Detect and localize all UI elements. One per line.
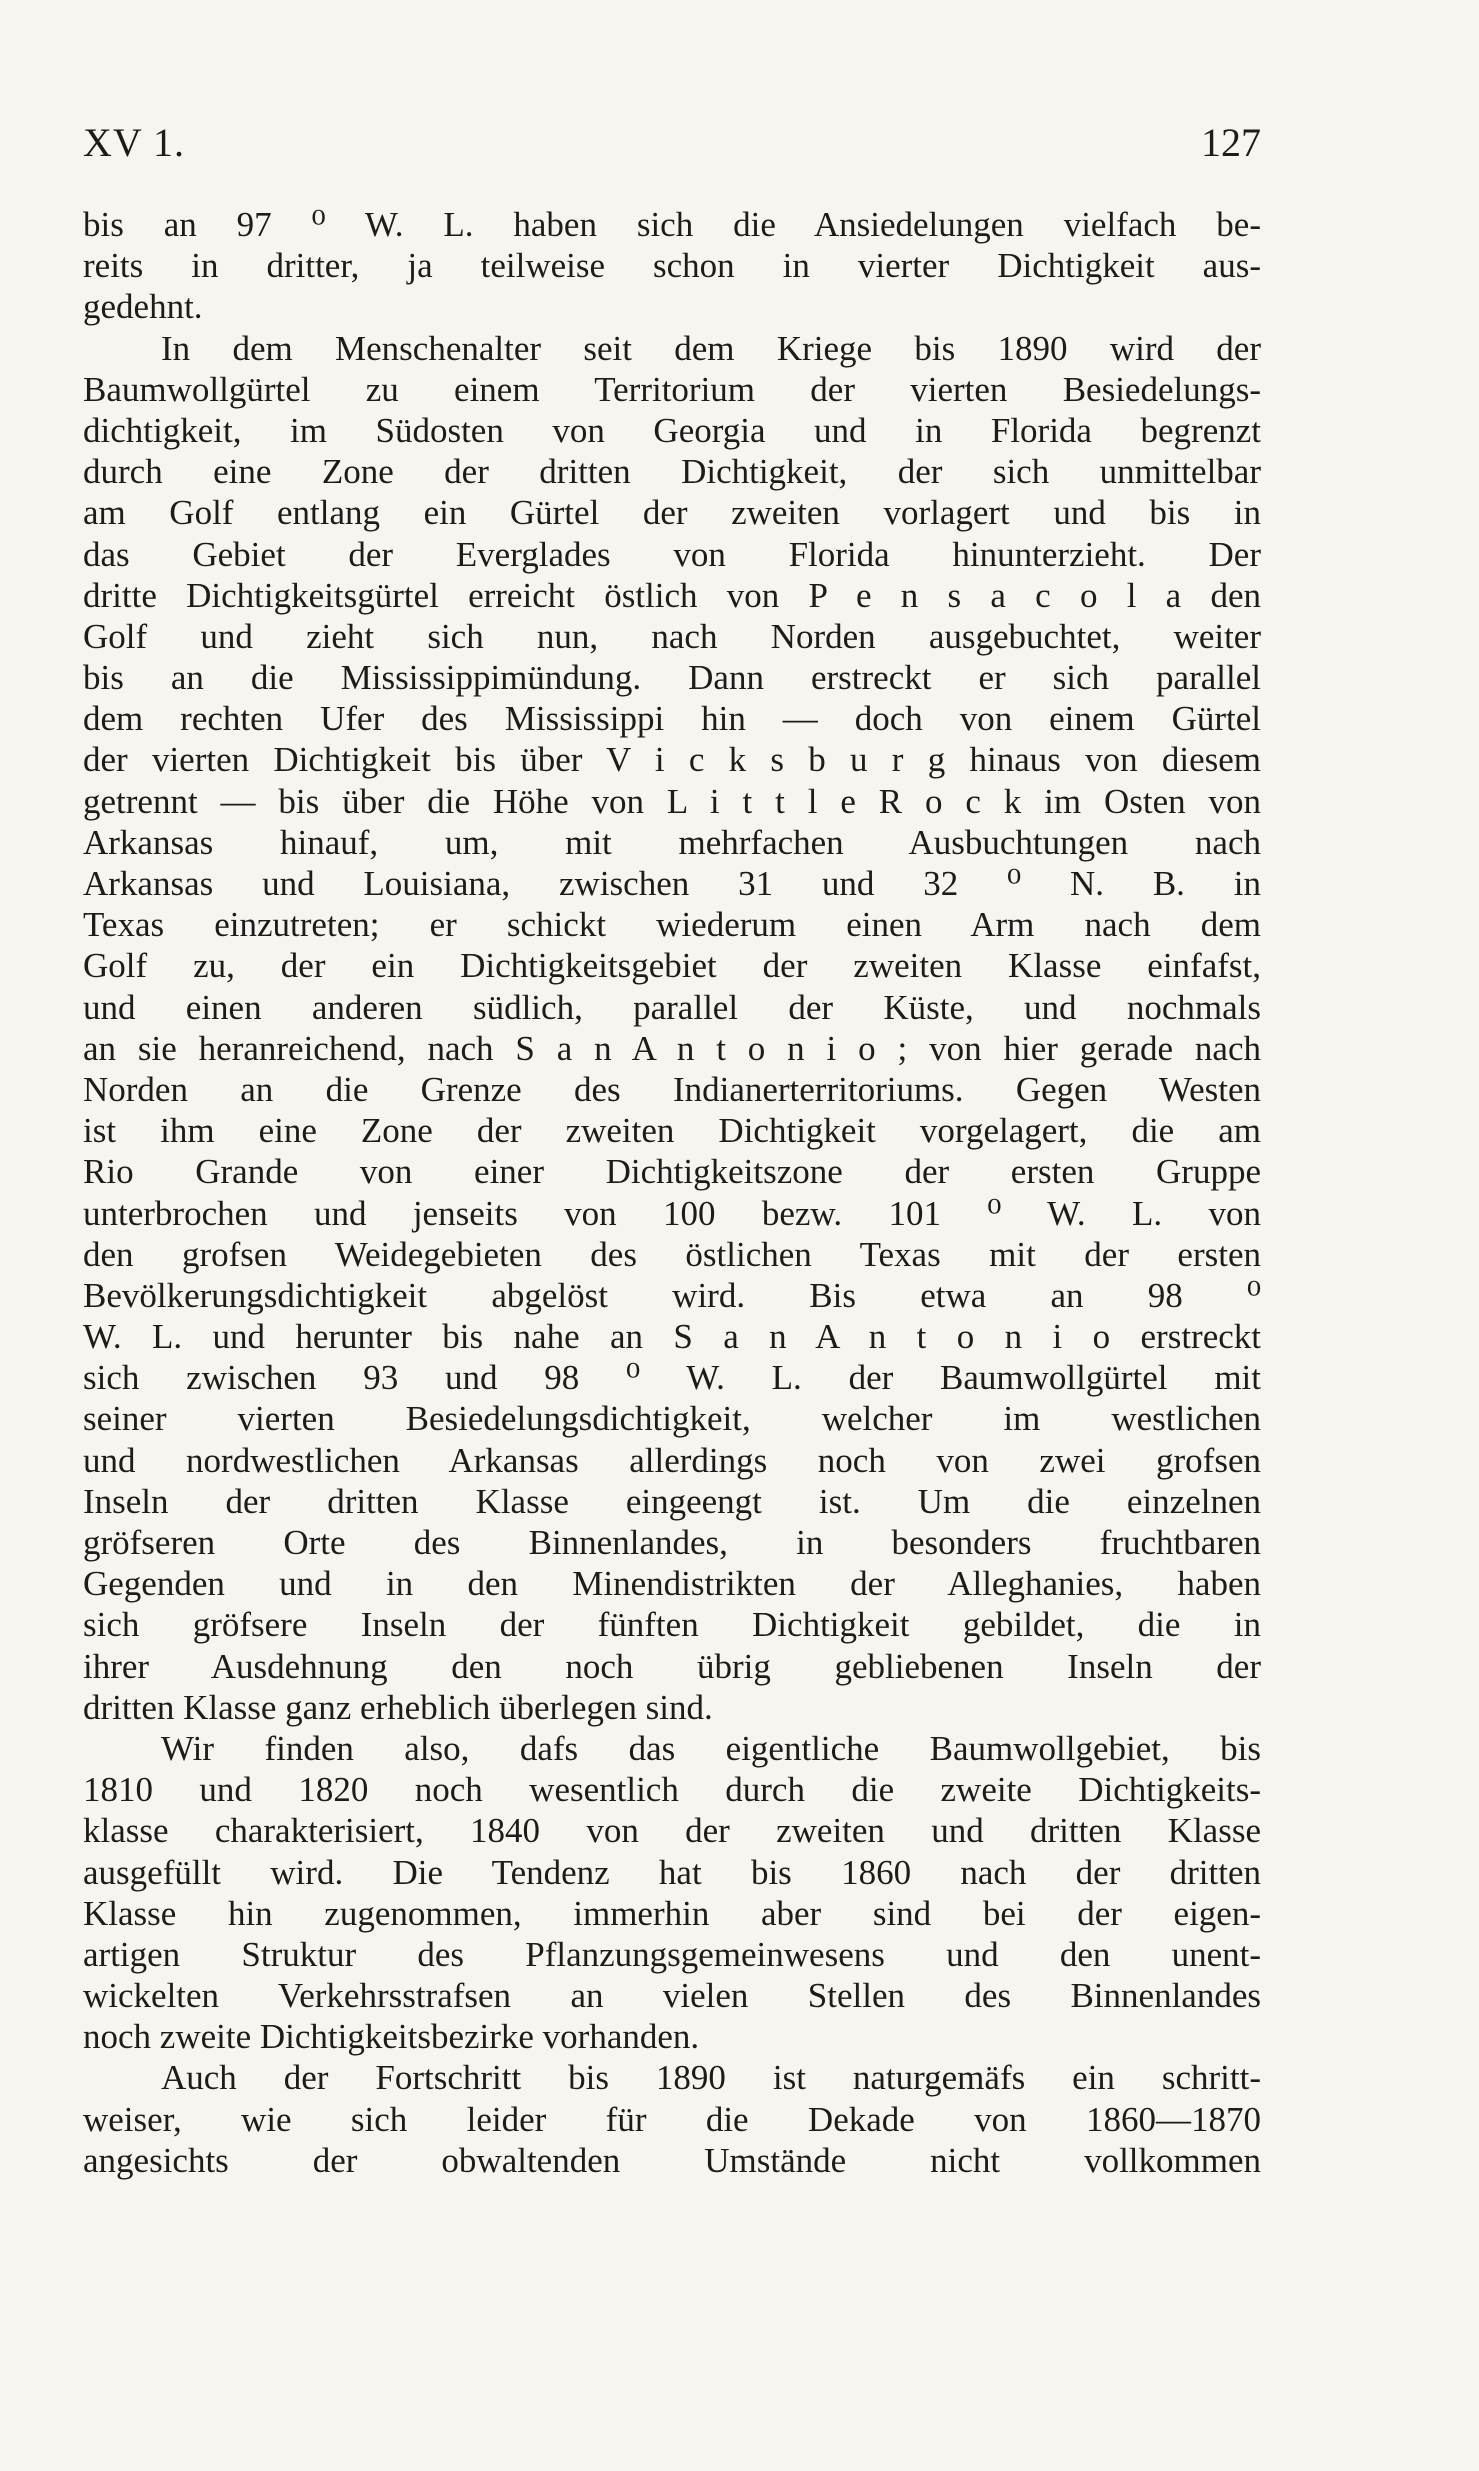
text-line: der vierten Dichtigkeit bis über V i c k s b u r g hinaus von diesem [83, 740, 1261, 780]
text-line: am Golf entlang ein Gürtel der zweiten vorlagert und bis in [83, 493, 1261, 533]
text-line: durch eine Zone der dritten Dichtigkeit, der sich unmittelbar [83, 452, 1261, 492]
text-line: ihrer Ausdehnung den noch übrig gebliebenen Inseln der [83, 1646, 1261, 1686]
text-line: noch zweite Dichtigkeitsbezirke vorhanden. [83, 2017, 700, 2057]
text-line: gedehnt. [83, 287, 203, 327]
text-line: In dem Menschenalter seit dem Kriege bis 1890 wird der [161, 328, 1261, 368]
text-line: ist ihm eine Zone der zweiten Dichtigkeit vorgelagert, die am [83, 1111, 1261, 1151]
text-line: und einen anderen südlich, parallel der Küste, und nochmals [83, 987, 1261, 1027]
text-line: Arkansas und Louisiana, zwischen 31 und 32 ⁰ N. B. in [83, 864, 1261, 903]
text-line: seiner vierten Besiedelungsdichtigkeit, welcher im westlichen [83, 1399, 1261, 1439]
text-line: sich zwischen 93 und 98 ⁰ W. L. der Baumwollgürtel mit [83, 1358, 1261, 1398]
text-line: dritten Klasse ganz erheblich überlegen sind. [83, 1687, 713, 1727]
text-line: Gegenden und in den Minendistrikten der Alleghanies, haben [83, 1564, 1261, 1604]
text-line: sich gröfsere Inseln der fünften Dichtigkeit gebildet, die in [83, 1605, 1261, 1645]
text-line: artigen Struktur des Pflanzungsgemeinwesens und den unent- [83, 1934, 1261, 1974]
text-line: getrennt — bis über die Höhe von L i t t l e R o c k im Osten von [83, 781, 1261, 821]
text-line: W. L. und herunter bis nahe an S a n A n t o n i o erstreckt [83, 1317, 1261, 1357]
text-line: Wir finden also, dafs das eigentliche Baumwollgebiet, bis [161, 1728, 1261, 1768]
text-line: bis an 97 ⁰ W. L. haben sich die Ansiedelungen vielfach be- [83, 205, 1261, 244]
text-line: das Gebiet der Everglades von Florida hinunterzieht. Der [83, 534, 1261, 574]
text-line: Golf und zieht sich nun, nach Norden ausgebuchtet, weiter [83, 616, 1261, 656]
text-line: Arkansas hinauf, um, mit mehrfachen Ausbuchtungen nach [83, 822, 1261, 862]
text-line: Texas einzutreten; er schickt wiederum einen Arm nach dem [83, 905, 1261, 945]
section-label: XV 1. [83, 120, 186, 165]
page-header [83, 118, 1261, 178]
text-line: dichtigkeit, im Südosten von Georgia und in Florida begrenzt [83, 410, 1261, 450]
text-line: Golf zu, der ein Dichtigkeitsgebiet der zweiten Klasse einfafst, [83, 946, 1261, 986]
text-line: Auch der Fortschritt bis 1890 ist naturgemäfs ein schritt- [161, 2058, 1261, 2098]
text-line: Baumwollgürtel zu einem Territorium der vierten Besiedelungs- [83, 369, 1261, 409]
text-line: Inseln der dritten Klasse eingeengt ist. Um die einzelnen [83, 1481, 1261, 1521]
text-line: gröfseren Orte des Binnenlandes, in besonders fruchtbaren [83, 1523, 1261, 1562]
text-line: angesichts der obwaltenden Umstände nicht vollkommen [83, 2140, 1261, 2180]
text-line: unterbrochen und jenseits von 100 bezw. 101 ⁰ W. L. von [83, 1193, 1261, 1233]
text-line: weiser, wie sich leider für die Dekade von 1860—1870 [83, 2099, 1261, 2139]
text-line: reits in dritter, ja teilweise schon in vierter Dichtigkeit aus- [83, 246, 1261, 286]
text-line: dem rechten Ufer des Mississippi hin — doch von einem Gürtel [83, 699, 1261, 739]
text-line: 1810 und 1820 noch wesentlich durch die zweite Dichtigkeits- [83, 1770, 1261, 1810]
text-line: den grofsen Weidegebieten des östlichen Texas mit der ersten [83, 1234, 1261, 1274]
text-line: Rio Grande von einer Dichtigkeitszone der ersten Gruppe [83, 1152, 1261, 1192]
text-line: Norden an die Grenze des Indianerterritoriums. Gegen Westen [83, 1069, 1261, 1109]
text-line: wickelten Verkehrsstrafsen an vielen Stellen des Binnenlandes [83, 1976, 1261, 2016]
page-number: 127 [1201, 120, 1261, 165]
text-line: Bevölkerungsdichtigkeit abgelöst wird. Bis etwa an 98 ⁰ [83, 1275, 1261, 1315]
text-line: und nordwestlichen Arkansas allerdings noch von zwei grofsen [83, 1440, 1261, 1480]
text-line: klasse charakterisiert, 1840 von der zweiten und dritten Klasse [83, 1811, 1261, 1851]
text-line: an sie heranreichend, nach S a n A n t o n i o ; von hier gerade nach [83, 1028, 1261, 1068]
text-line: ausgefüllt wird. Die Tendenz hat bis 1860 nach der dritten [83, 1852, 1261, 1892]
text-line: dritte Dichtigkeitsgürtel erreicht östlich von P e n s a c o l a den [83, 575, 1261, 615]
text-line: Klasse hin zugenommen, immerhin aber sind bei der eigen- [83, 1893, 1261, 1933]
text-line: bis an die Mississippimündung. Dann erstreckt er sich parallel [83, 658, 1261, 698]
body-text [83, 204, 1261, 2181]
